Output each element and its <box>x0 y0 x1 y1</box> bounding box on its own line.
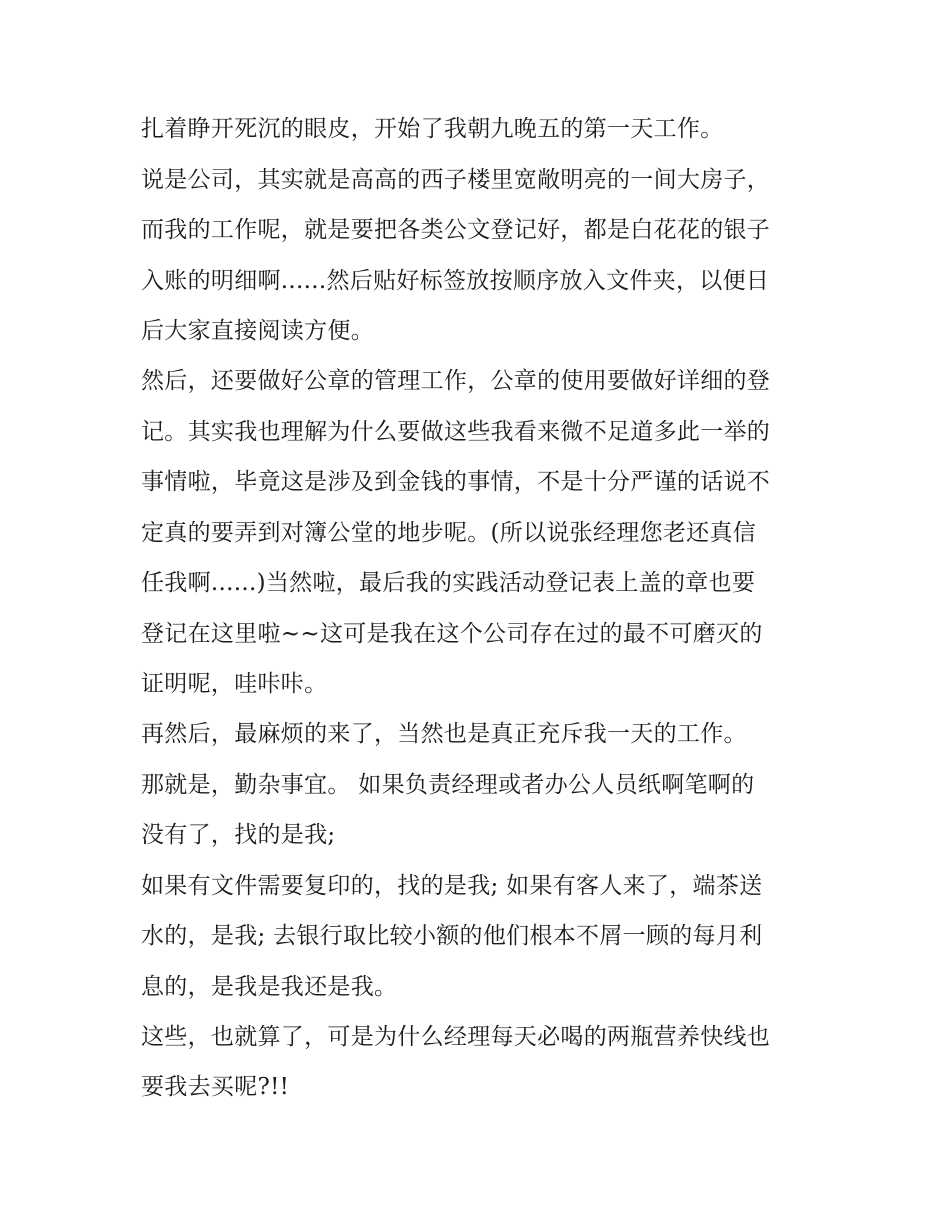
text-line: 如果有文件需要复印的，找的是我; 如果有客人来了，端茶送 <box>141 873 763 899</box>
text-line: 说是公司，其实就是高高的西子楼里宽敞明亮的一间大房子， <box>141 167 771 193</box>
text-line: 任我啊......)当然啦，最后我的实践活动登记表上盖的章也要 <box>141 570 756 596</box>
text-line: 后大家直接阅读方便。 <box>141 318 374 344</box>
text-line: 证明呢，哇咔咔。 <box>141 671 328 697</box>
text-line: 水的，是我; 去银行取比较小额的他们根本不屑一顾的每月利 <box>141 923 763 949</box>
text-line: 那就是，勤杂事宜。 如果负责经理或者办公人员纸啊笔啊的 <box>141 772 755 798</box>
text-line: 要我去买呢?!! <box>141 1074 290 1100</box>
text-line: 再然后，最麻烦的来了，当然也是真正充斥我一天的工作。 <box>141 721 747 747</box>
text-line: 这些，也就算了，可是为什么经理每天必喝的两瓶营养快线也 <box>141 1024 771 1050</box>
text-line: 登记在这里啦~~这可是我在这个公司存在过的最不可磨灭的 <box>141 621 763 647</box>
text-line: 入账的明细啊......然后贴好标签放按顺序放入文件夹，以便日 <box>141 268 770 294</box>
text-line: 事情啦，毕竟这是涉及到金钱的事情，不是十分严谨的话说不 <box>141 469 771 495</box>
text-line: 然后，还要做好公章的管理工作，公章的使用要做好详细的登 <box>141 368 771 394</box>
text-line: 记。其实我也理解为什么要做这些我看来微不足道多此一举的 <box>141 419 771 445</box>
text-line: 定真的要弄到对簿公堂的地步呢。(所以说张经理您老还真信 <box>141 520 757 546</box>
text-line: 息的，是我是我还是我。 <box>141 974 398 1000</box>
text-line: 扎着睁开死沉的眼皮，开始了我朝九晚五的第一天工作。 <box>141 116 724 142</box>
text-line: 而我的工作呢，就是要把各类公文登记好，都是白花花的银子 <box>141 217 771 243</box>
text-line: 没有了，找的是我; <box>141 822 336 848</box>
